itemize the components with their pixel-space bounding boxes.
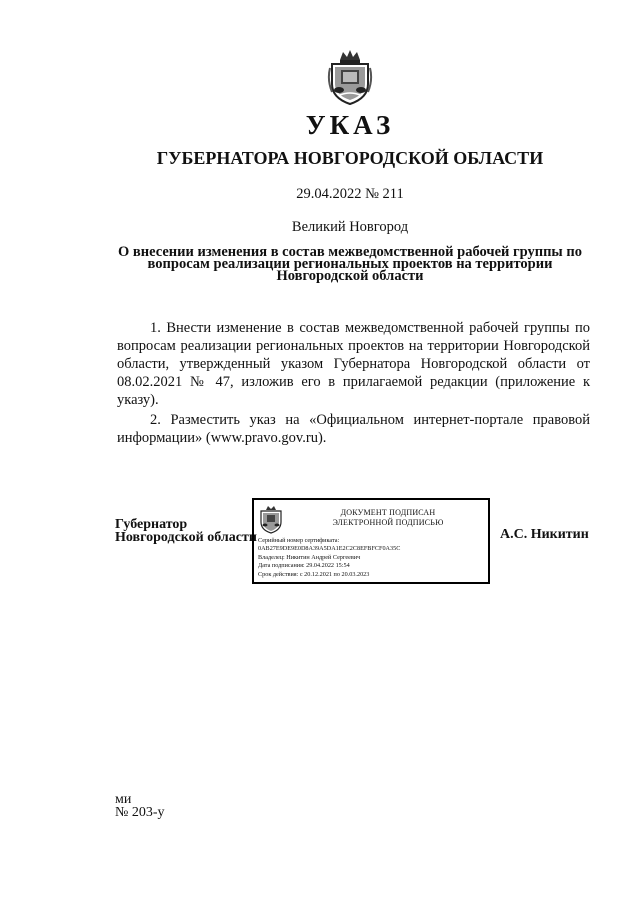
coat-of-arms-icon <box>326 48 374 106</box>
stamp-title-line: ДОКУМЕНТ ПОДПИСАН <box>340 508 436 517</box>
stamp-serial-label: Серийный номер сертификата: <box>258 537 340 544</box>
document-city: Великий Новгород <box>291 219 409 235</box>
electronic-signature-stamp <box>252 498 490 584</box>
stamp-owner: Владелец: Никитин Андрей Сергеевич <box>258 553 361 561</box>
document-footer <box>115 793 165 819</box>
signatory-role-line: Губернатор <box>115 517 188 532</box>
heading-line: О внесении изменения в состав межведомственной рабочей группы по <box>118 244 582 260</box>
document-heading <box>118 246 582 282</box>
footer-number: № 203-у <box>115 805 165 820</box>
stamp-validity: Срок действия: с 20.12.2021 по 20.03.2023 <box>258 570 370 578</box>
signatory-name: А.С. Никитин <box>500 527 589 542</box>
signatory-role-line: Новгородской области <box>115 530 257 545</box>
coat-of-arms-icon <box>258 504 284 534</box>
stamp-signed-date: Дата подписания: 29.04.2022 15:54 <box>258 562 350 570</box>
stamp-title-line: ЭЛЕКТРОННОЙ ПОДПИСЬЮ <box>332 518 444 527</box>
heading-line: Новгородской области <box>276 268 424 284</box>
body-paragraph-2: 2. Разместить указ на «Официальном интернет-портале правовой информации» (www.pravo.gov.ru). <box>117 412 590 446</box>
heading-line: вопросам реализации региональных проектов на территории <box>147 256 553 272</box>
stamp-serial-value: 0AB27E9DE9E0D8A39A5DA1E2C2C8EFBFCF0A35C <box>258 545 401 553</box>
body-paragraph-1: 1. Внести изменение в состав межведомственной рабочей группы по вопросам реализации региональных проектов на территории Новгородской области, утвержденный указом Губернатора Новгородской области от 08.02.2021 № 47, изложив его в прилагаемой редакции (приложение к указу). <box>117 320 590 408</box>
document-subtitle: ГУБЕРНАТОРА НОВГОРОДСКОЙ ОБЛАСТИ <box>156 148 544 168</box>
document-date-number: 29.04.2022 № 211 <box>296 186 404 202</box>
stamp-details <box>258 537 400 579</box>
footer-initials: ми <box>115 792 132 807</box>
document-title: УКАЗ <box>305 110 395 140</box>
signatory-role <box>115 518 257 544</box>
stamp-title <box>288 508 488 528</box>
